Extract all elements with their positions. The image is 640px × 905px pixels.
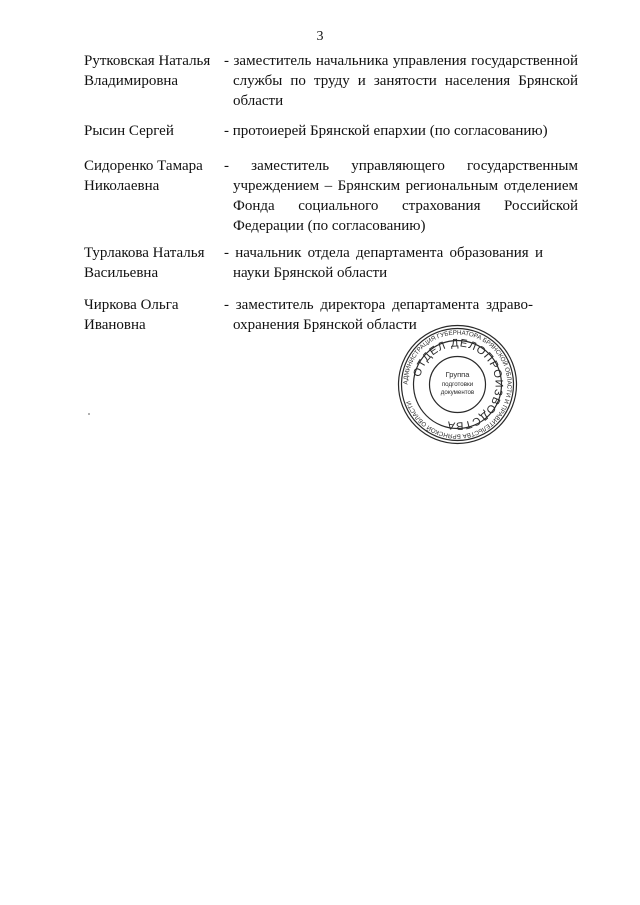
page-number: 3 [316, 29, 324, 44]
member-role: - заместитель управляющего государственным учреждением – Брянским региональным отделением Фонда социального страхования Российской Федерации (по согласованию) [224, 158, 578, 234]
stamp-inner-text: ОТДЕЛ ДЕЛОПРОИЗВОДСТВА [411, 337, 505, 432]
member-name: Сидоренко Тамара Николаевна [84, 158, 203, 194]
member-role: - заместитель директора департамента здраво-охранения Брянской области [224, 297, 533, 333]
office-stamp [395, 322, 520, 447]
stamp-seal-icon [395, 322, 520, 447]
member-role: - протоиерей Брянской епархии (по согласованию) [224, 123, 548, 139]
member-role: - начальник отдела департамента образования и науки Брянской области [224, 245, 543, 281]
member-name: Чиркова Ольга Ивановна [84, 297, 179, 333]
member-role: - заместитель начальника управления государственной службы по труду и занятости населения Брянской области [224, 53, 578, 109]
member-name: Рутковская Наталья Владимировна [84, 53, 211, 89]
member-name: Турлакова Наталья Васильевна [84, 245, 205, 281]
stamp-outer-text: АДМИНИСТРАЦИЯ ГУБЕРНАТОРА БРЯНСКОЙ ОБЛАСТИ И ПРАВИТЕЛЬСТВА БРЯНСКОЙ ОБЛАСТИ [402, 329, 513, 440]
stamp-center-line3: документов [440, 389, 475, 396]
scan-speck [88, 413, 90, 415]
stamp-center-line2: подготовки [441, 381, 474, 388]
stamp-center-line1: Группа [445, 370, 470, 379]
member-name: Рысин Сергей [84, 123, 174, 139]
